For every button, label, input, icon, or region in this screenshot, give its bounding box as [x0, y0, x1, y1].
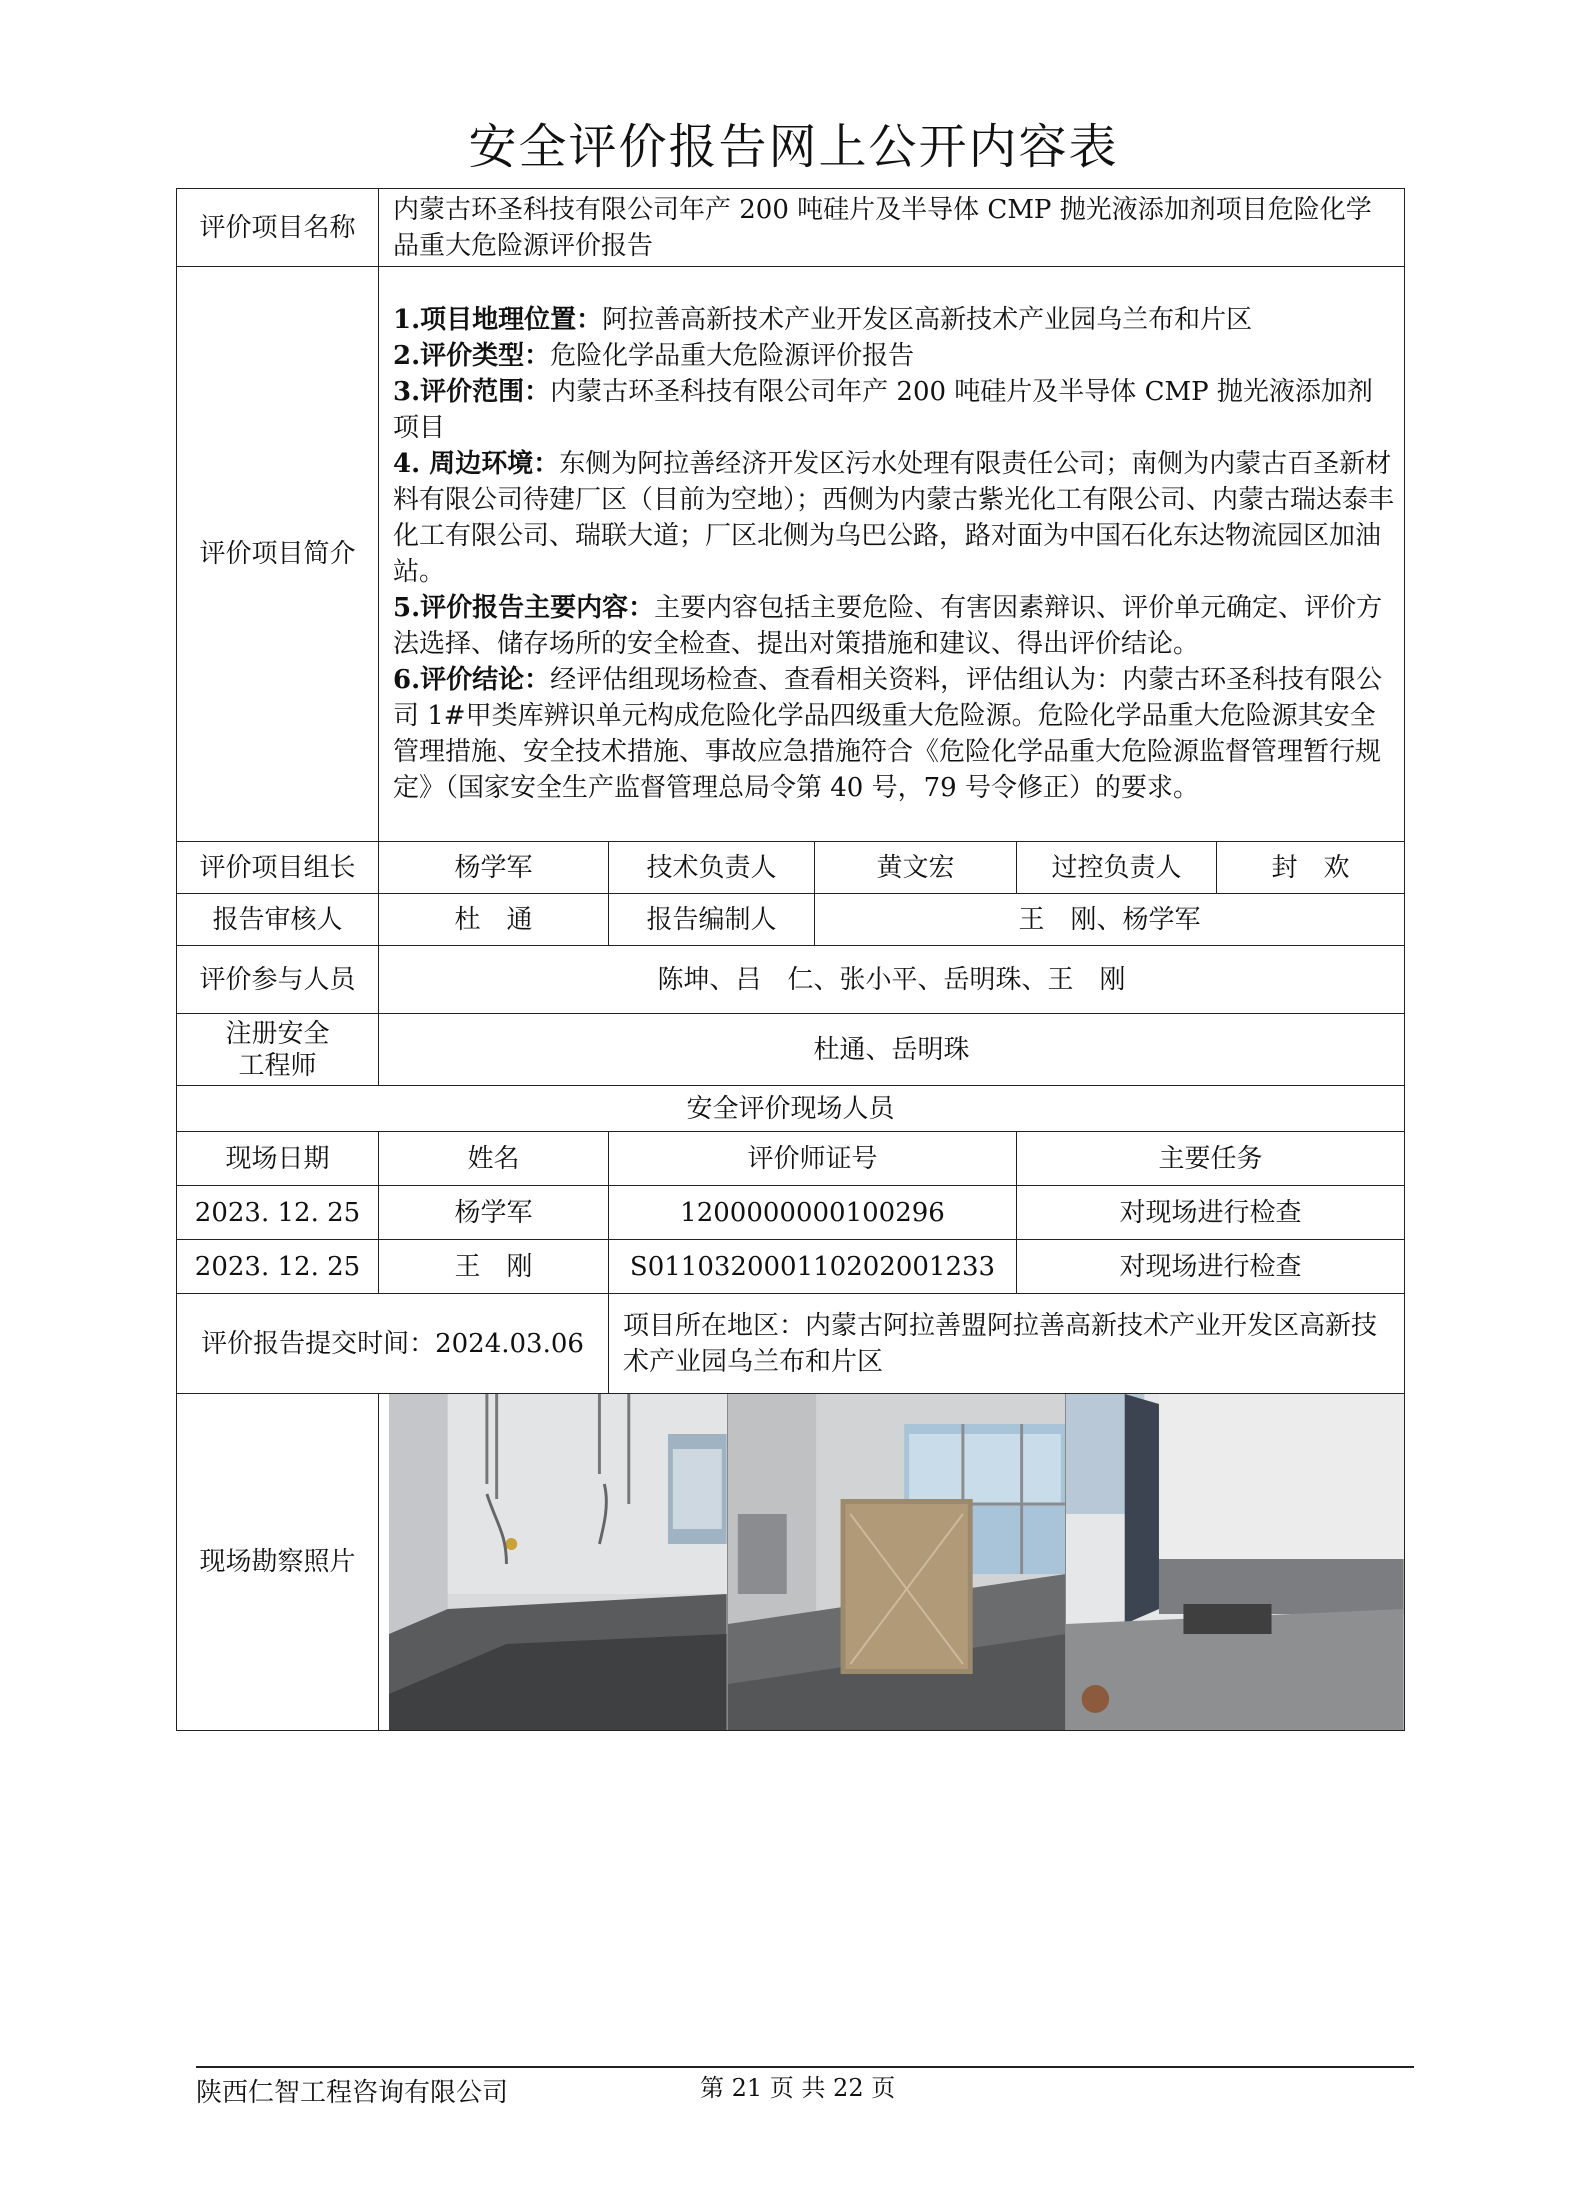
site-staff-header: 安全评价现场人员: [177, 1086, 1405, 1132]
tech-lead-label: 技术负责人: [609, 842, 815, 894]
table-row: [177, 1240, 1405, 1294]
staff-date: 2023. 12. 25: [177, 1186, 379, 1240]
reviewer-value: 杜 通: [379, 894, 609, 946]
staff-cert: 1200000000100296: [609, 1186, 1017, 1240]
staff-name: 杨学军: [379, 1186, 609, 1240]
page-title: 安全评价报告网上公开内容表: [468, 119, 1119, 175]
tech-lead-value: 黄文宏: [815, 842, 1017, 894]
author-label: 报告编制人: [609, 894, 815, 946]
leader-label: 评价项目组长: [177, 842, 379, 894]
participants-value: 陈坤、吕 仁、张小平、岳明珠、王 刚: [379, 946, 1405, 1014]
project-name-label: 评价项目名称: [177, 189, 379, 267]
project-location: 项目所在地区：内蒙古阿拉善盟阿拉善高新技术产业开发区高新技术产业园乌兰布和片区: [609, 1294, 1405, 1394]
process-lead-value: 封 欢: [1217, 842, 1405, 894]
staff-date: 2023. 12. 25: [177, 1240, 379, 1294]
footer-page-number: 第 21 页 共 22 页: [700, 2074, 896, 2102]
photos-label: 现场勘察照片: [177, 1394, 379, 1731]
intro-item-type: 2.评价类型：危险化学品重大危险源评价报告: [393, 341, 915, 371]
col-header-cert: 评价师证号: [609, 1132, 1017, 1186]
author-value: 王 刚、杨学军: [815, 894, 1405, 946]
col-header-date: 现场日期: [177, 1132, 379, 1186]
leader-value: 杨学军: [379, 842, 609, 894]
intro-item-conclusion: 6.评价结论：经评估组现场检查、查看相关资料，评估组认为：内蒙古环圣科技有限公司 1#甲类库辨识单元构成危险化学品四级重大危险源。危险化学品重大危险源其安全管理措施、安全技术措施、事故应急措施符合《危险化学品重大危险源监督管理暂行规定》（国家安全生产监督管理总局令第 40 号，79 号令修正）的要求。: [393, 665, 1383, 803]
photos-cell: [379, 1394, 1405, 1731]
col-header-task: 主要任务: [1017, 1132, 1405, 1186]
submission-time: 评价报告提交时间：2024.03.06: [177, 1294, 609, 1394]
footer-company: 陕西仁智工程咨询有限公司: [196, 2078, 509, 2108]
process-lead-label: 过控负责人: [1017, 842, 1217, 894]
intro-item-location: 1.项目地理位置：阿拉善高新技术产业开发区高新技术产业园乌兰布和片区: [393, 305, 1253, 335]
project-intro-body: [379, 267, 1405, 842]
staff-cert: S011032000110202001233: [609, 1240, 1017, 1294]
site-photo-1: [389, 1394, 728, 1730]
reviewer-label: 报告审核人: [177, 894, 379, 946]
staff-name: 王 刚: [379, 1240, 609, 1294]
project-intro-label: 评价项目简介: [177, 267, 379, 842]
col-header-name: 姓名: [379, 1132, 609, 1186]
engineer-label: 注册安全 工程师: [177, 1014, 379, 1086]
site-photo-2: [728, 1394, 1067, 1730]
intro-item-scope: 3.评价范围：内蒙古环圣科技有限公司年产 200 吨硅片及半导体 CMP 抛光液添加剂项目: [393, 377, 1373, 443]
participants-label: 评价参与人员: [177, 946, 379, 1014]
report-table: [176, 188, 1405, 1731]
engineer-value: 杜通、岳明珠: [379, 1014, 1405, 1086]
project-name-value: 内蒙古环圣科技有限公司年产 200 吨硅片及半导体 CMP 抛光液添加剂项目危险化学品重大危险源评价报告: [379, 189, 1405, 267]
intro-item-contents: 5.评价报告主要内容：主要内容包括主要危险、有害因素辩识、评价单元确定、评价方法选择、储存场所的安全检查、提出对策措施和建议、得出评价结论。: [393, 593, 1383, 659]
table-row: [177, 1186, 1405, 1240]
intro-item-surroundings: 4. 周边环境：东侧为阿拉善经济开发区污水处理有限责任公司；南侧为内蒙古百圣新材料有限公司待建厂区（目前为空地）；西侧为内蒙古紫光化工有限公司、内蒙古瑞达泰丰化工有限公司、瑞联大道；厂区北侧为乌巴公路，路对面为中国石化东达物流园区加油站。: [393, 449, 1395, 587]
staff-task: 对现场进行检查: [1017, 1240, 1405, 1294]
site-photo-3: [1066, 1394, 1404, 1730]
staff-task: 对现场进行检查: [1017, 1186, 1405, 1240]
